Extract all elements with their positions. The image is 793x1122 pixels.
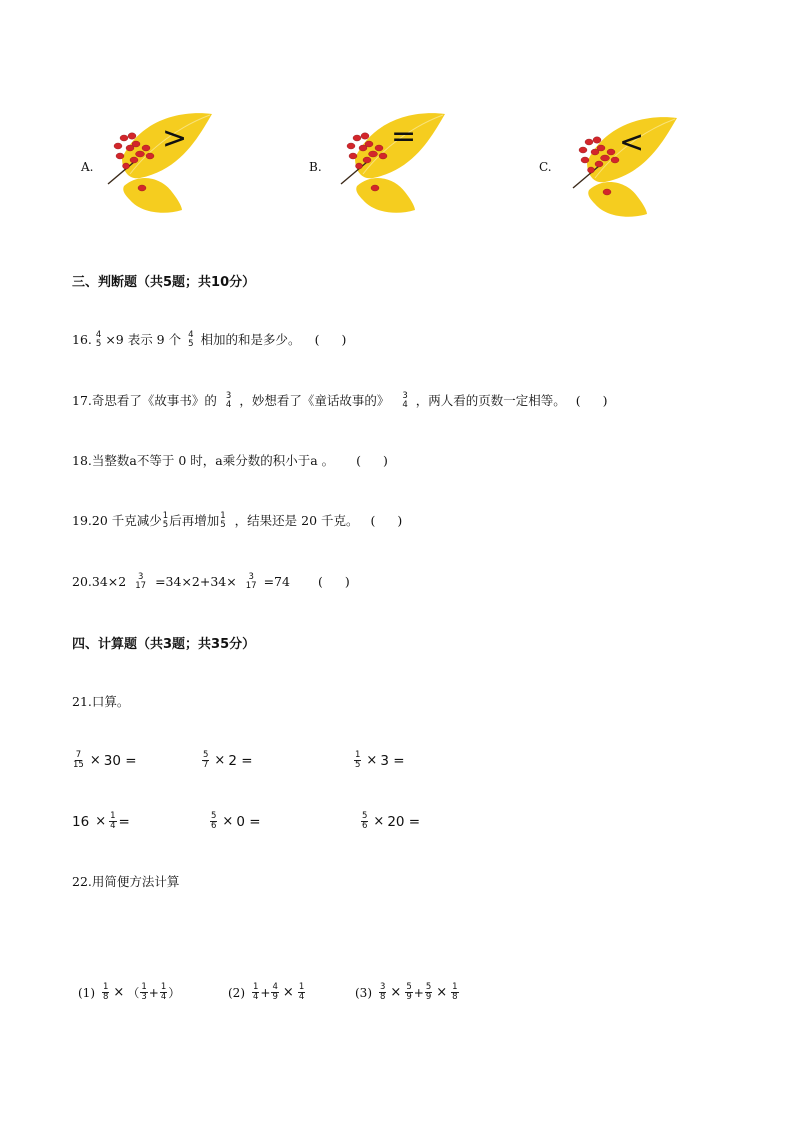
section-heading-judgment: 三、判断题（共5题；共10分） [72,275,256,290]
fraction: $\frac{1}{4}$ [253,982,259,1002]
fraction: 3 17 [135,572,147,591]
oral-calc-item[interactable]: $\frac{5}{6}$ × 20 = [362,811,421,831]
fraction: $\frac{1}{3}$ [141,982,147,1002]
section-heading-calculation: 四、计算题（共3题；共35分） [72,637,256,652]
svg-text:<: < [619,125,645,160]
oral-calc-item[interactable]: $\frac{5}{7}$ × 2 = [203,750,253,770]
fraction: $\frac{5}{9}$ [406,982,412,1002]
answer-blank[interactable]: ( ) [314,332,347,347]
question-number: 19. [72,513,92,528]
fraction: 3 17 [245,572,257,591]
fraction: $\frac{1}{8}$ [103,982,109,1002]
fraction: $\frac{1}{4}$ [110,811,116,831]
oral-calc-item[interactable]: $\frac{7}{15}$ × 30 = [73,750,137,770]
simplify-item-1[interactable]: (1) $\frac{1}{8}$ × （ $\frac{1}{3}$ + $\frac{1}{4}$ ） [78,982,181,1002]
fraction: 3 4 [402,391,408,410]
fraction: $\frac{1}{4}$ [298,982,305,1002]
fraction: $\frac{3}{8}$ [380,982,386,1002]
fraction: 3 4 [225,391,232,410]
option-label: A. [81,160,94,174]
fraction: $\frac{1}{5}$ [355,750,361,770]
leaf-berries-less-than-icon [565,112,685,232]
question-17: 17. 奇思看了《故事书》的 3 4 ，妙想看了《童话故事的》 3 4 ，两人看的页数一定相等。 ( ) [72,391,608,410]
option-label: C. [539,160,552,174]
fraction: 4 5 [188,330,194,349]
question-21-title: 21.口算。 [72,694,130,709]
question-20: 20. 34×2 3 17 =34×2+34× 3 17 =74 ( ) [72,572,350,591]
answer-blank[interactable]: ( ) [317,574,350,589]
svg-text:=: = [391,119,417,154]
leaf-berries-equals-icon [333,108,453,228]
fraction: $\frac{5}{6}$ [211,811,217,831]
question-number: 18. [72,453,92,468]
question-number: 16. [72,332,92,347]
oral-calc-item[interactable]: 16 × $\frac{1}{4}$ = [72,811,130,831]
oral-calc-item[interactable]: $\frac{5}{6}$ × 0 = [211,811,261,831]
question-19: 19. 20 千克减少 1 5 后再增加 1 5 ，结果还是 20 千克。 ( ) [72,511,403,530]
fraction: $\frac{5}{9}$ [425,982,432,1002]
option-label: B. [309,160,322,174]
answer-blank[interactable]: ( ) [356,453,388,468]
question-16: 16. 4 5 ×9 表示 9 个 4 5 相加的和是多少。 ( ) [72,330,347,349]
question-number: 17. [72,393,92,408]
fraction: $\frac{5}{7}$ [203,750,209,770]
answer-blank[interactable]: ( ) [370,513,403,528]
oral-calc-item[interactable]: $\frac{1}{5}$ × 3 = [355,750,405,770]
question-22-title: 22.用简便方法计算 [72,874,180,889]
simplify-item-2[interactable]: (2) $\frac{1}{4}$ + $\frac{4}{9}$ × $\frac{1}{4}$ [228,982,305,1002]
fraction: $\frac{5}{6}$ [362,811,368,831]
simplify-item-3[interactable]: (3) $\frac{3}{8}$ × $\frac{5}{9}$ + $\frac{5}{9}$ × $\frac{1}{8}$ [355,982,458,1002]
fraction: 4 5 [95,330,102,349]
leaf-berries-greater-than-icon [100,108,220,228]
fraction: 1 5 [220,511,226,530]
fraction: $\frac{1}{8}$ [452,982,458,1002]
question-number: 20. [72,574,92,589]
question-18: 18. 当整数a不等于 0 时，a乘分数的积小于a 。 ( ) [72,451,388,471]
fraction: $\frac{4}{9}$ [272,982,278,1002]
fraction: $\frac{1}{4}$ [160,982,167,1002]
answer-blank[interactable]: ( ) [575,393,608,408]
fraction: $\frac{7}{15}$ [73,750,84,770]
fraction: 1 5 [162,511,169,530]
svg-text:>: > [162,121,188,156]
